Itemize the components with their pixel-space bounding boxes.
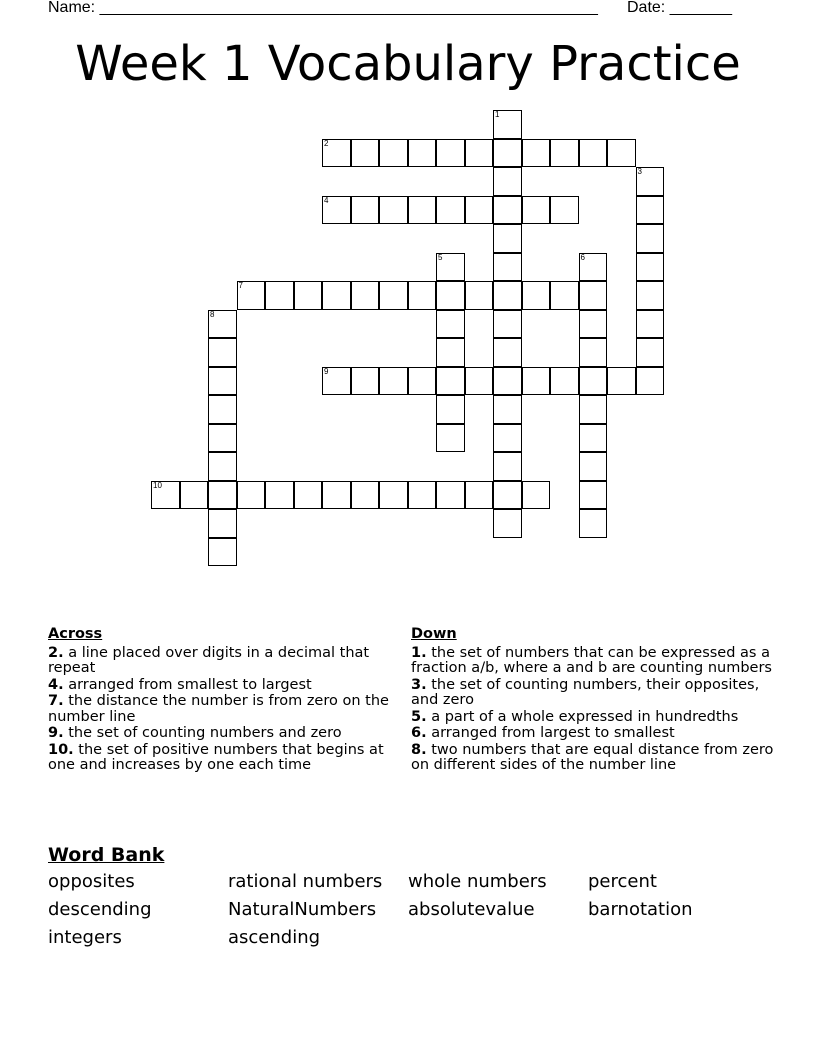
crossword-cell[interactable] xyxy=(436,196,465,225)
word-bank-item: rational numbers xyxy=(228,871,383,892)
crossword-cell[interactable] xyxy=(636,338,665,367)
crossword-cell[interactable] xyxy=(636,367,665,396)
clue-number: 9 xyxy=(324,366,329,376)
crossword-cell[interactable] xyxy=(436,338,465,367)
word-bank xyxy=(48,872,768,948)
name-field[interactable]: Name: ________________________________________________________ xyxy=(48,0,598,16)
crossword-cell[interactable] xyxy=(208,452,237,481)
crossword-cell[interactable] xyxy=(522,281,551,310)
crossword-cell[interactable] xyxy=(493,452,522,481)
crossword-cell[interactable] xyxy=(493,481,522,510)
crossword-cell[interactable] xyxy=(322,281,351,310)
crossword-cell[interactable] xyxy=(436,481,465,510)
page-title: Week 1 Vocabulary Practice xyxy=(75,36,741,92)
crossword-cell[interactable] xyxy=(180,481,209,510)
crossword-cell[interactable] xyxy=(493,367,522,396)
crossword-cell[interactable] xyxy=(408,281,437,310)
crossword-cell[interactable] xyxy=(493,253,522,282)
crossword-cell[interactable] xyxy=(579,481,608,510)
crossword-cell[interactable] xyxy=(436,281,465,310)
crossword-cell[interactable] xyxy=(208,481,237,510)
crossword-cell[interactable] xyxy=(579,452,608,481)
crossword-cell[interactable] xyxy=(322,481,351,510)
clue-number: 8 xyxy=(210,309,215,319)
crossword-cell[interactable] xyxy=(493,395,522,424)
crossword-cell[interactable] xyxy=(436,367,465,396)
crossword-cell[interactable] xyxy=(607,367,636,396)
crossword-cell[interactable] xyxy=(208,509,237,538)
crossword-cell[interactable] xyxy=(636,167,665,196)
crossword-cell[interactable] xyxy=(465,367,494,396)
crossword-cell[interactable] xyxy=(522,139,551,168)
down-heading: Down xyxy=(411,626,457,642)
crossword-cell[interactable] xyxy=(351,281,380,310)
crossword-cell[interactable] xyxy=(379,367,408,396)
crossword-cell[interactable] xyxy=(579,509,608,538)
crossword-cell[interactable] xyxy=(322,196,351,225)
crossword-cell[interactable] xyxy=(351,481,380,510)
crossword-cell[interactable] xyxy=(436,139,465,168)
word-bank-heading: Word Bank xyxy=(48,844,165,866)
crossword-cell[interactable] xyxy=(408,367,437,396)
crossword-cell[interactable] xyxy=(493,281,522,310)
crossword-cell[interactable] xyxy=(379,196,408,225)
crossword-cell[interactable] xyxy=(436,424,465,453)
crossword-cell[interactable] xyxy=(579,424,608,453)
word-bank-item: whole numbers xyxy=(408,871,547,892)
crossword-cell[interactable] xyxy=(493,139,522,168)
word-bank-item: ascending xyxy=(228,927,321,948)
clue-down-1: 1. the set of numbers that can be expressed as a fraction a/b, where a and b are counting numbers xyxy=(411,644,772,676)
crossword-cell[interactable] xyxy=(493,338,522,367)
clue-number: 5 xyxy=(438,252,443,262)
crossword-cell[interactable] xyxy=(550,196,579,225)
clue-number: 4 xyxy=(324,195,329,205)
clue-across-10: 10. the set of positive numbers that begins at one and increases by one each time xyxy=(48,741,384,773)
crossword-cell[interactable] xyxy=(522,196,551,225)
crossword-cell[interactable] xyxy=(493,509,522,538)
date-field[interactable]: Date: _______ xyxy=(627,0,732,16)
crossword-cell[interactable] xyxy=(579,139,608,168)
clue-number: 10 xyxy=(153,480,162,490)
word-bank-item: percent xyxy=(588,871,657,892)
clue-number: 2 xyxy=(324,138,329,148)
crossword-cell[interactable] xyxy=(636,281,665,310)
crossword-cell[interactable] xyxy=(550,281,579,310)
crossword-cell[interactable] xyxy=(493,310,522,339)
crossword-cell[interactable] xyxy=(379,481,408,510)
crossword-cell[interactable] xyxy=(579,395,608,424)
crossword-cell[interactable] xyxy=(493,196,522,225)
crossword-cell[interactable] xyxy=(265,481,294,510)
crossword-cell[interactable] xyxy=(408,139,437,168)
crossword-cell[interactable] xyxy=(465,139,494,168)
clue-number: 7 xyxy=(238,281,243,290)
crossword-cell[interactable] xyxy=(636,253,665,282)
crossword-cell[interactable] xyxy=(208,395,237,424)
crossword-cell[interactable] xyxy=(493,167,522,196)
crossword-cell[interactable] xyxy=(493,110,522,139)
crossword-cell[interactable] xyxy=(208,338,237,367)
crossword-cell[interactable] xyxy=(379,281,408,310)
crossword-cell[interactable] xyxy=(579,310,608,339)
crossword-cell[interactable] xyxy=(493,224,522,253)
crossword-cell[interactable] xyxy=(436,253,465,282)
crossword-cell[interactable] xyxy=(579,338,608,367)
crossword-cell[interactable] xyxy=(522,367,551,396)
down-clues xyxy=(411,627,781,775)
crossword-cell[interactable] xyxy=(237,281,266,310)
across-heading: Across xyxy=(48,626,103,642)
crossword-cell[interactable] xyxy=(351,196,380,225)
clue-across-7: 7. the distance the number is from zero on the number line xyxy=(48,693,389,725)
crossword-cell[interactable] xyxy=(151,481,180,510)
clue-across-2: 2. a line placed over digits in a decimal that repeat xyxy=(48,644,370,676)
word-bank-item: absolutevalue xyxy=(408,899,535,920)
crossword-cell[interactable] xyxy=(636,196,665,225)
crossword-cell[interactable] xyxy=(465,281,494,310)
clue-down-3: 3. the set of counting numbers, their opposites, and zero xyxy=(411,676,760,708)
crossword-cell[interactable] xyxy=(436,395,465,424)
crossword-cell[interactable] xyxy=(636,224,665,253)
crossword-cell[interactable] xyxy=(208,538,237,567)
crossword-cell[interactable] xyxy=(579,367,608,396)
crossword-cell[interactable] xyxy=(550,139,579,168)
word-bank-item: barnotation xyxy=(588,899,693,920)
crossword-cell[interactable] xyxy=(465,481,494,510)
crossword-cell[interactable] xyxy=(351,367,380,396)
crossword-cell[interactable] xyxy=(322,367,351,396)
crossword-cell[interactable] xyxy=(294,281,323,310)
clue-number: 3 xyxy=(637,167,642,176)
crossword-cell[interactable] xyxy=(493,424,522,453)
clue-number: 1 xyxy=(495,110,500,119)
crossword-cell[interactable] xyxy=(550,367,579,396)
across-clues xyxy=(48,627,404,775)
crossword-cell[interactable] xyxy=(208,424,237,453)
clue-down-8: 8. two numbers that are equal distance from zero on different sides of the number line xyxy=(411,741,774,773)
crossword-cell[interactable] xyxy=(379,139,408,168)
crossword-cell[interactable] xyxy=(636,310,665,339)
clue-number: 6 xyxy=(580,252,585,262)
crossword-cell[interactable] xyxy=(208,367,237,396)
crossword-cell[interactable] xyxy=(522,481,551,510)
crossword-cell[interactable] xyxy=(436,310,465,339)
crossword-cell[interactable] xyxy=(607,139,636,168)
crossword-cell[interactable] xyxy=(465,196,494,225)
crossword-cell[interactable] xyxy=(237,481,266,510)
word-bank-item: integers xyxy=(48,927,122,948)
word-bank-item: descending xyxy=(48,899,152,920)
clue-down-6: 6. arranged from largest to smallest xyxy=(411,725,675,741)
crossword-cell[interactable] xyxy=(351,139,380,168)
crossword-cell[interactable] xyxy=(294,481,323,510)
clue-across-4: 4. arranged from smallest to largest xyxy=(48,676,312,693)
clue-across-9: 9. the set of counting numbers and zero xyxy=(48,725,342,741)
crossword-cell[interactable] xyxy=(408,196,437,225)
crossword-cell[interactable] xyxy=(408,481,437,510)
crossword-cell[interactable] xyxy=(208,310,237,339)
crossword-cell[interactable] xyxy=(265,281,294,310)
word-bank-item: NaturalNumbers xyxy=(228,899,377,920)
clue-down-5: 5. a part of a whole expressed in hundredths xyxy=(411,708,739,725)
crossword-cell[interactable] xyxy=(579,253,608,282)
crossword-cell[interactable] xyxy=(579,281,608,310)
word-bank-item: opposites xyxy=(48,871,135,892)
crossword-cell[interactable] xyxy=(322,139,351,168)
